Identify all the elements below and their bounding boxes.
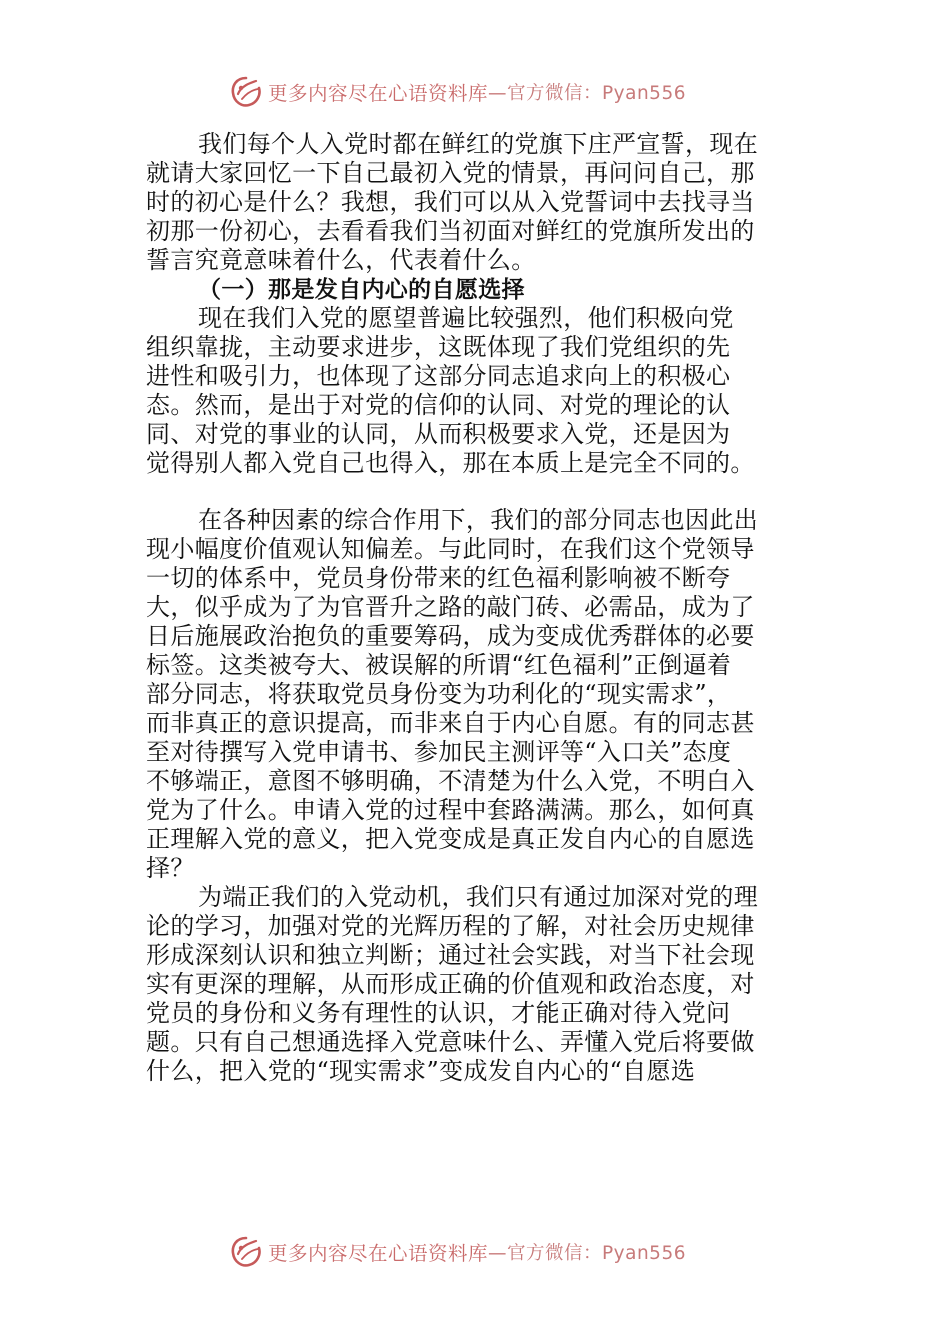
text-line: 党员的身份和义务有理性的认识，才能正确对待入党问 bbox=[146, 999, 731, 1027]
watermark-brand: 更多内容尽在心语资料库 bbox=[268, 82, 489, 105]
text-line: 部分同志，将获取党员身份变为功利化的“现实需求”， bbox=[146, 680, 732, 708]
text-line: 同、对党的事业的认同，从而积极要求入党，还是因为 bbox=[146, 420, 731, 448]
text-line: 初那一份初心，去看看我们当初面对鲜红的党旗所发出的 bbox=[146, 217, 755, 245]
text-line: 实有更深的理解，从而形成正确的价值观和政治态度，对 bbox=[146, 970, 755, 998]
text-line: 题。只有自己想通选择入党意味什么、弄懂入党后将要做 bbox=[146, 1028, 755, 1056]
text-line: 不够端正，意图不够明确，不清楚为什么入党，不明白入 bbox=[146, 767, 755, 795]
text-line: 正理解入党的意义，把入党变成是真正发自内心的自愿选 bbox=[146, 825, 755, 853]
text-line: 组织靠拢，主动要求进步，这既体现了我们党组织的先 bbox=[146, 333, 731, 361]
text-line: 而非真正的意识提高，而非来自于内心自愿。有的同志甚 bbox=[146, 709, 755, 737]
text-line: 择？ bbox=[146, 854, 195, 882]
section-heading: （一）那是发自内心的自愿选择 bbox=[198, 276, 525, 303]
paragraph-2 bbox=[146, 304, 806, 478]
paragraph-gap bbox=[146, 478, 806, 506]
text-line: 觉得别人都入党自己也得入，那在本质上是完全不同的。 bbox=[146, 449, 755, 477]
text-line: 大，似乎成为了为官晋升之路的敲门砖、必需品，成为了 bbox=[146, 593, 755, 621]
text-line: 我们每个人入党时都在鲜红的党旗下庄严宣誓，现在 bbox=[198, 130, 759, 158]
text-line: 为端正我们的入党动机，我们只有通过加深对党的理 bbox=[198, 883, 759, 911]
text-line: 形成深刻认识和独立判断；通过社会实践，对当下社会现 bbox=[146, 941, 755, 969]
brand-logo-icon bbox=[228, 74, 264, 110]
text-line: 在各种因素的综合作用下，我们的部分同志也因此出 bbox=[198, 506, 759, 534]
text-line: 论的学习，加强对党的光辉历程的了解，对社会历史规律 bbox=[146, 912, 755, 940]
document-body bbox=[146, 130, 806, 1086]
text-line: 现在我们入党的愿望普遍比较强烈，他们积极向党 bbox=[198, 304, 734, 332]
brand-logo-icon bbox=[228, 1234, 264, 1270]
watermark-contact: —官方微信：Pyan556 bbox=[488, 83, 686, 104]
text-line: 一切的体系中，党员身份带来的红色福利影响被不断夸 bbox=[146, 564, 731, 592]
text-line: 时的初心是什么？我想，我们可以从入党誓词中去找寻当 bbox=[146, 188, 755, 216]
text-line: 就请大家回忆一下自己最初入党的情景，再问问自己，那 bbox=[146, 159, 755, 187]
watermark-brand: 更多内容尽在心语资料库 bbox=[268, 1242, 489, 1265]
text-line: 日后施展政治抱负的重要筹码，成为变成优秀群体的必要 bbox=[146, 622, 755, 650]
text-line: 至对待撰写入党申请书、参加民主测评等“入口关”态度 bbox=[146, 738, 732, 766]
text-line: 党为了什么。申请入党的过程中套路满满。那么，如何真 bbox=[146, 796, 755, 824]
watermark-header bbox=[228, 72, 748, 112]
text-line: 誓言究竟意味着什么，代表着什么。 bbox=[146, 246, 536, 274]
text-line: 什么，把入党的“现实需求”变成发自内心的“自愿选 bbox=[146, 1057, 696, 1085]
text-line: 态。然而，是出于对党的信仰的认同、对党的理论的认 bbox=[146, 391, 731, 419]
paragraph-4 bbox=[146, 883, 806, 1086]
watermark-footer bbox=[228, 1232, 748, 1272]
paragraph-3 bbox=[146, 506, 806, 883]
text-line: 现小幅度价值观认知偏差。与此同时，在我们这个党领导 bbox=[146, 535, 755, 563]
text-line: 标签。这类被夸大、被误解的所谓“红色福利”正倒逼着 bbox=[146, 651, 732, 679]
watermark-contact: —官方微信：Pyan556 bbox=[488, 1243, 686, 1264]
text-line: 进性和吸引力，也体现了这部分同志追求向上的积极心 bbox=[146, 362, 731, 390]
paragraph-1 bbox=[146, 130, 806, 275]
